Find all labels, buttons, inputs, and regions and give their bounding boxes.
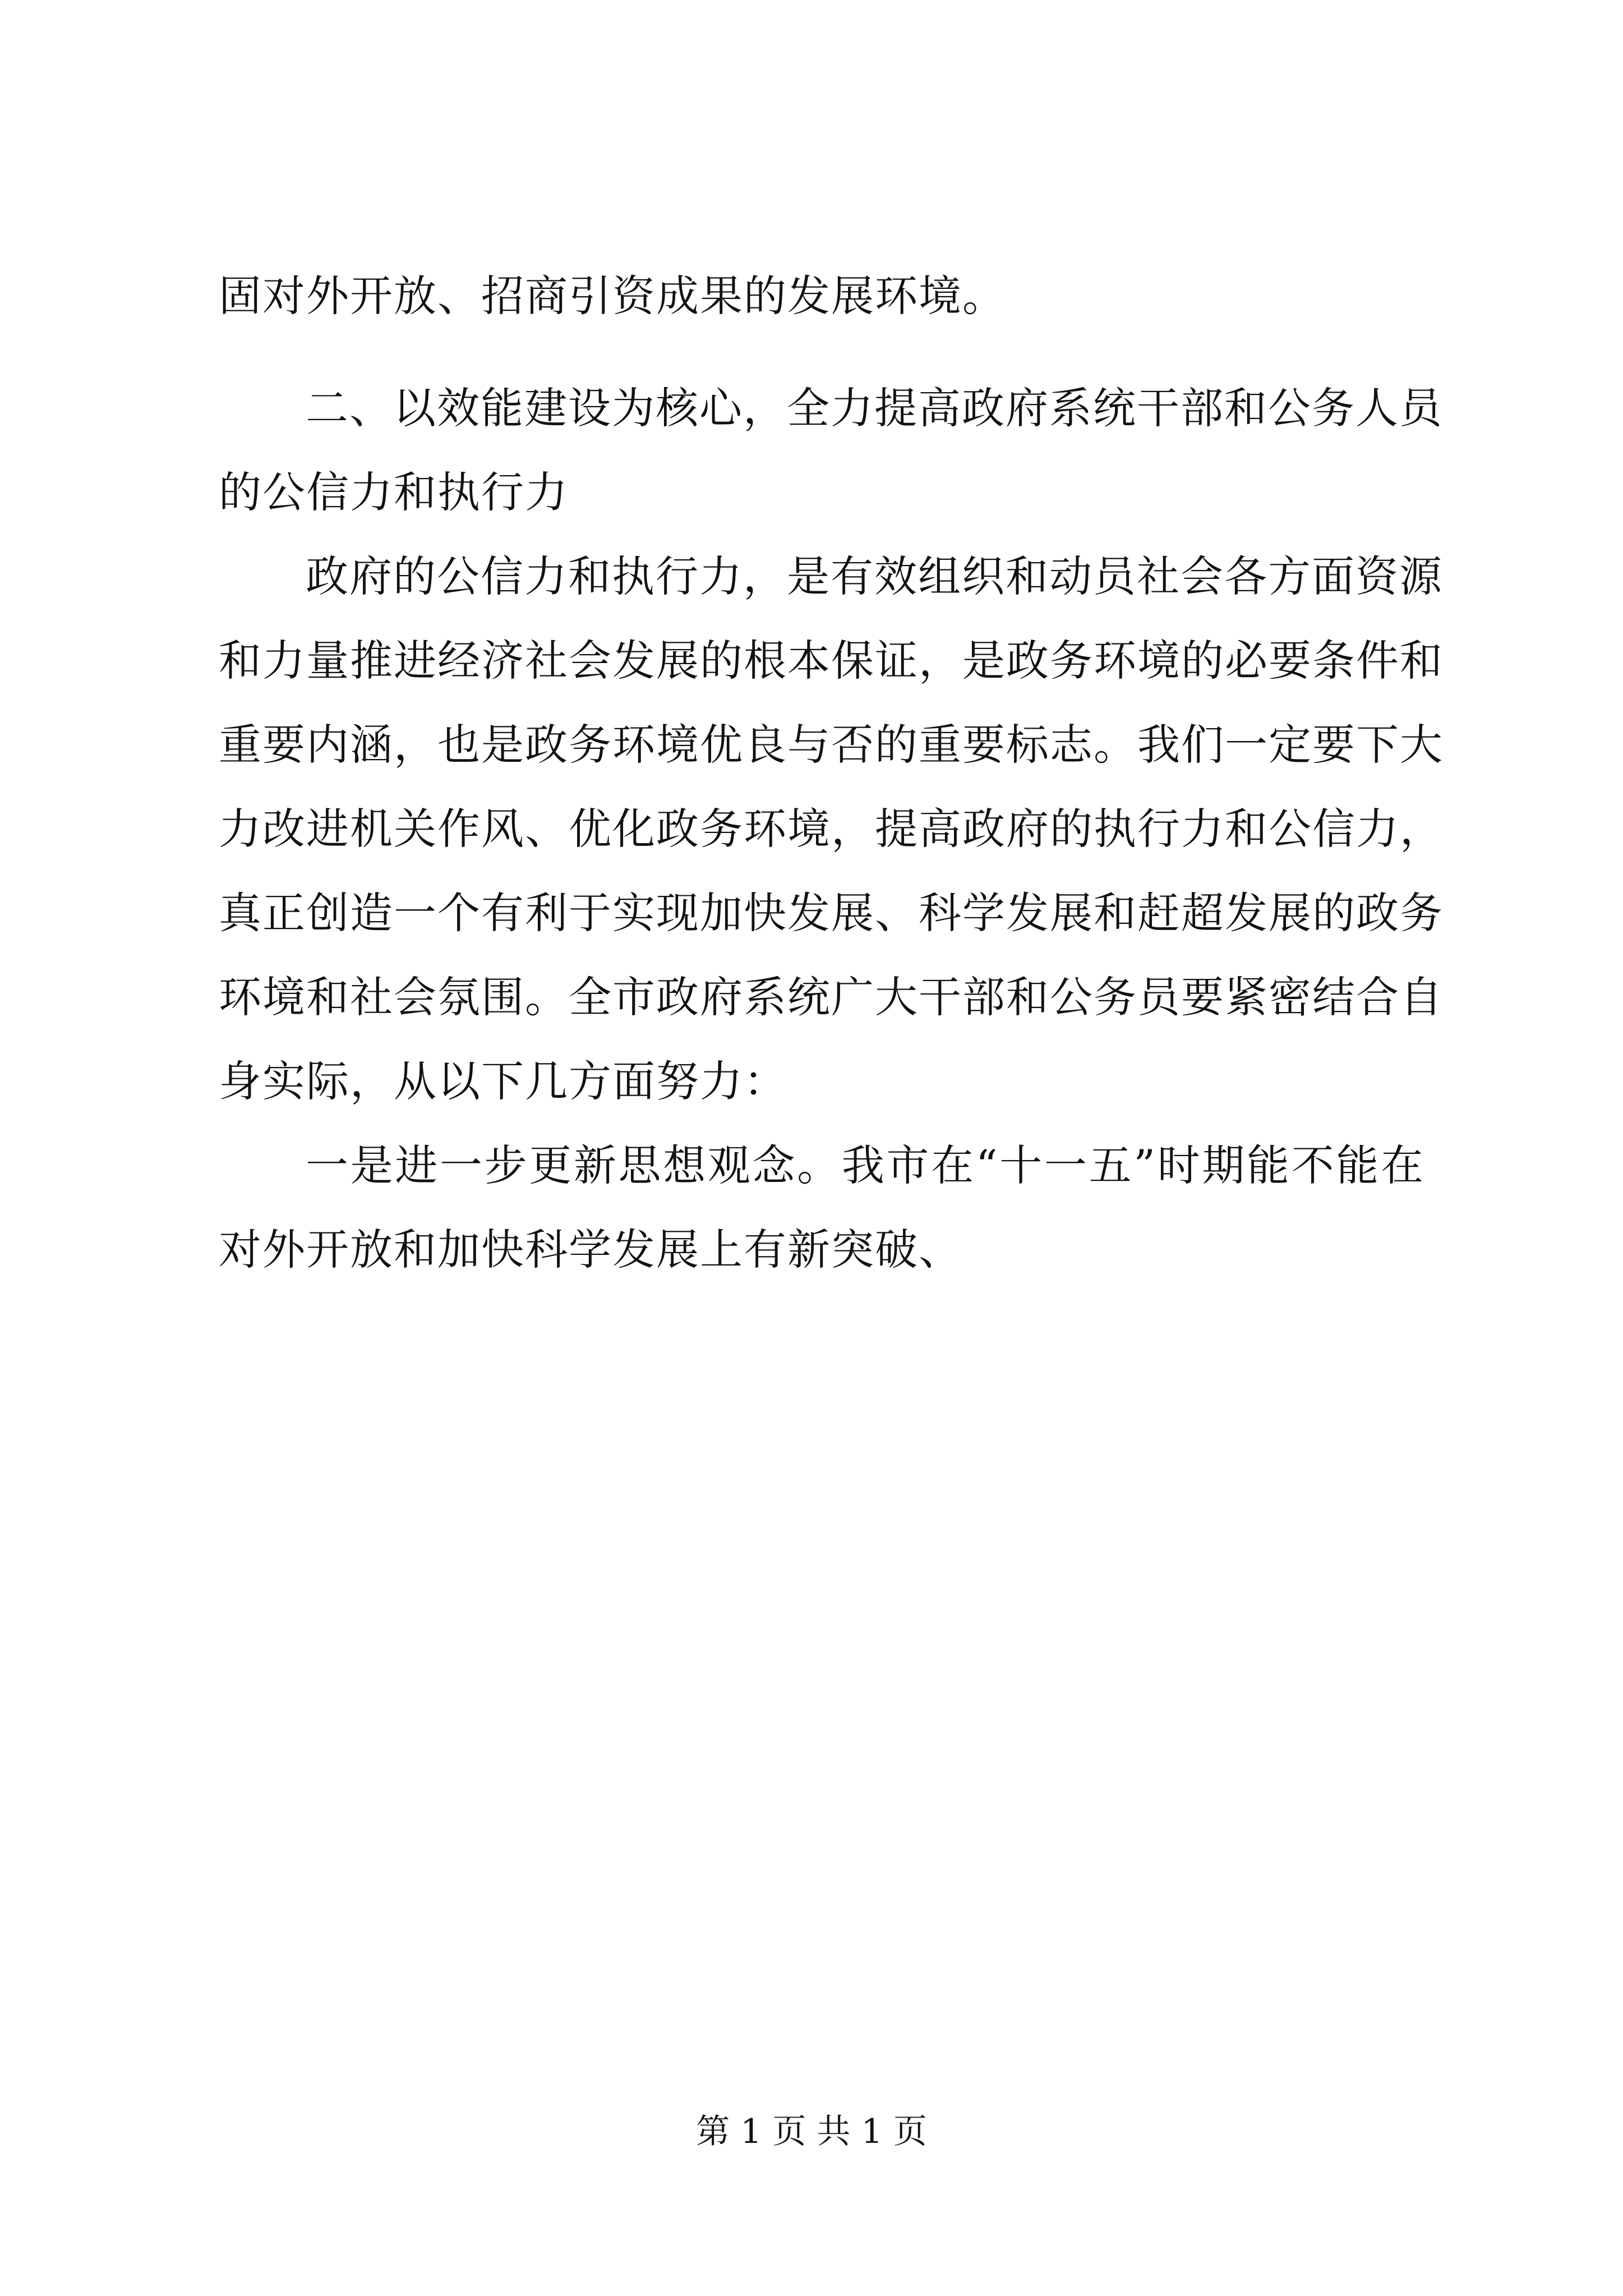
paragraph-line: 重要内涵，也是政务环境优良与否的重要标志。我们一定要下大 <box>219 720 1444 770</box>
paragraph-line: 真正创造一个有利于实现加快发展、科学发展和赶超发展的政务 <box>219 888 1444 938</box>
paragraph-line: 一是进一步更新思想观念。我市在“十一五”时期能不能在 <box>306 1140 1424 1190</box>
paragraph-line: 和力量推进经济社会发展的根本保证，是政务环境的必要条件和 <box>219 636 1444 685</box>
section-heading-line: 的公信力和执行力 <box>219 467 569 517</box>
paragraph-line: 政府的公信力和执行力，是有效组织和动员社会各方面资源 <box>306 551 1443 601</box>
section-heading-line: 二、以效能建设为核心，全力提高政府系统干部和公务人员 <box>306 383 1443 433</box>
page-number-footer: 第 1 页 共 1 页 <box>696 2112 927 2151</box>
paragraph-line: 力改进机关作风、优化政务环境，提高政府的执行力和公信力， <box>219 804 1444 854</box>
text-line: 固对外开放、招商引资成果的发展环境。 <box>219 271 1006 321</box>
paragraph-line: 身实际，从以下几方面努力： <box>219 1056 787 1106</box>
paragraph-line: 对外开放和加快科学发展上有新突破、 <box>219 1225 962 1274</box>
paragraph-line: 环境和社会氛围。全市政府系统广大干部和公务员要紧密结合自 <box>219 972 1444 1022</box>
